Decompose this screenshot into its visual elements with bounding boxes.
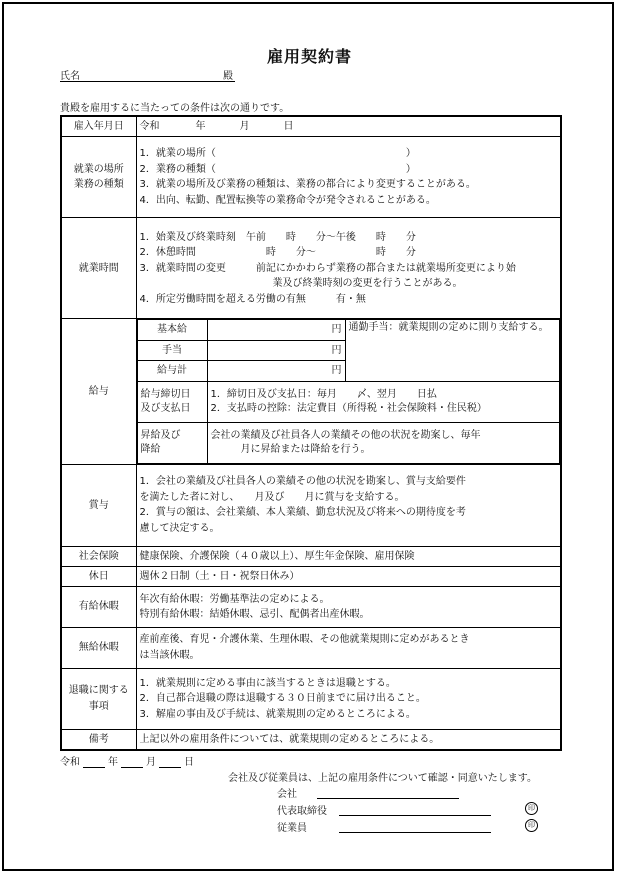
bonus-header: 賞与: [61, 465, 136, 547]
honorific: 殿: [223, 71, 233, 82]
document-title: 雇用契約書: [266, 47, 352, 66]
intro-text: 貴殿を雇用するに当たっての条件は次の通りです。: [60, 103, 290, 114]
row-work-place: [61, 136, 561, 218]
row-pay: [61, 319, 561, 465]
work-hours-header: 就業時間: [61, 218, 136, 319]
row-work-hours: [61, 218, 561, 319]
insurance-header: 社会保険: [61, 546, 136, 566]
pay-total-field[interactable]: 円: [207, 361, 345, 382]
bonus-terms: 1．会社の業績及び社員各人の業績その他の状況を勘案し、賞与支給要件 を満たした者に対し、 月及び 月に賞与を支給する。 2．賞与の額は、会社業績、本人業績、勤怠状況及び将来への期待度を考 慮して決定する。: [136, 465, 561, 547]
retirement-terms: 1．就業規則に定める事由に該当するときは退職とする。 2．自己都合退職の際は退職する３０日前までに届け出ること。 3．解雇の事由及び手続は、就業規則の定めるところによる。: [136, 668, 561, 729]
seal-mark: 印: [525, 802, 538, 815]
cutoff-header: 給与締切日 及び支払日: [137, 381, 207, 422]
cutoff-terms: 1．締切日及び支払日：毎月 〆、翌月 日払 2．支払時の控除：法定費目（所得税・社会保険料・住民税）: [207, 381, 560, 422]
hire-date-header: 雇入年月日: [61, 116, 136, 136]
remarks-header: 備考: [61, 730, 136, 750]
row-insurance: [61, 546, 561, 566]
remarks-terms: 上記以外の雇用条件については、就業規則の定めるところによる。: [136, 730, 561, 750]
seal-mark: 印: [525, 819, 538, 832]
raise-header: 昇給及び 降給: [137, 422, 207, 463]
unpaid-leave-terms: 産前産後、育児・介護休業、生理休暇、その他就業規則に定めがあるとき は当該休暇。: [136, 628, 561, 669]
allowance-label: 手当: [137, 340, 207, 361]
row-paid-leave: [61, 587, 561, 628]
contract-table: [60, 115, 562, 751]
name-label: 氏名: [60, 71, 80, 82]
allowance-field[interactable]: 円: [207, 340, 345, 361]
insurance-terms: 健康保険、介護保険（４０歳以上）、厚生年金保険、雇用保険: [136, 546, 561, 566]
base-pay-label: 基本給: [137, 320, 207, 341]
row-remarks: [61, 730, 561, 750]
representative-signature[interactable]: 代表取締役 印: [277, 802, 542, 816]
agreement-statement: 会社及び従業員は、上記の雇用条件について確認・同意いたします。: [228, 773, 537, 784]
paid-leave-terms: 年次有給休暇：労働基準法の定めによる。 特別有給休暇：結婚休暇、忌引、配偶者出産休暇。: [136, 587, 561, 628]
work-place-terms: 1．就業の場所（ ） 2．業務の種類（ ） 3．就業の場所及び業務の種類は、業務の都合により変更することがある。 4．出向、転勤、配置転換等の業務命令が発令されることがある。: [136, 136, 561, 218]
pay-total-label: 給与計: [137, 361, 207, 382]
pay-table: [137, 319, 561, 464]
row-bonus: [61, 465, 561, 547]
signing-date[interactable]: 令和 年 月 日: [60, 757, 194, 768]
company-signature[interactable]: 会社: [277, 785, 542, 799]
holiday-terms: 週休２日制（土・日・祝祭日休み）: [136, 566, 561, 586]
work-hours-terms: 1．始業及び終業時刻 午前 時 分～午後 時 分 2．休憩時間 時 分～ 時 分 3．就業時間の変更 前記にかかわらず業務の都合または就業場所変更により始 業及び終業時刻の変更を行うことがある。 4．所定労働時間を超える労働の有無 有・無: [136, 218, 561, 319]
unpaid-leave-header: 無給休暇: [61, 628, 136, 669]
addressee-field[interactable]: [60, 67, 235, 82]
row-hire-date: [61, 116, 561, 136]
paid-leave-header: 有給休暇: [61, 587, 136, 628]
retirement-header: 退職に関する 事項: [61, 668, 136, 729]
raise-terms: 会社の業績及び社員各人の業績その他の状況を勘案し、毎年 月に昇給または降給を行う。: [207, 422, 560, 463]
pay-header: 給与: [61, 319, 136, 465]
row-retirement: [61, 668, 561, 729]
holiday-header: 休日: [61, 566, 136, 586]
row-holiday: [61, 566, 561, 586]
commute-allowance-text: 通勤手当：就業規則の定めに則り支給する。: [345, 320, 560, 382]
pay-section: [136, 319, 561, 465]
base-pay-field[interactable]: 円: [207, 320, 345, 341]
work-place-header: 就業の場所 業務の種類: [61, 136, 136, 218]
hire-date-value[interactable]: 令和 年 月 日: [136, 116, 561, 136]
row-unpaid-leave: [61, 628, 561, 669]
employee-signature[interactable]: 従業員 印: [277, 819, 542, 833]
